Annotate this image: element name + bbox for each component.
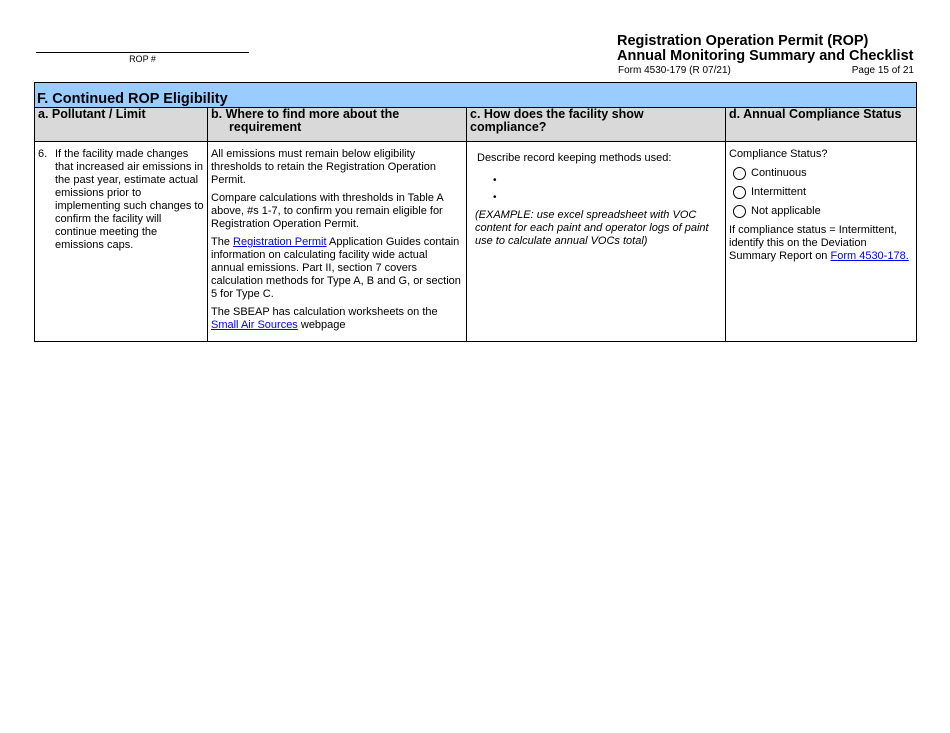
- radio-not-applicable-label: Not applicable: [751, 205, 821, 217]
- pollutant-text: If the facility made changes that increased air emissions in the past year, estimate actual emissions prior to implementing such changes to confirm the facility will continue meeting the emissions caps.: [55, 148, 204, 251]
- radio-circle-icon[interactable]: [733, 167, 746, 180]
- status-cell: [726, 142, 917, 342]
- section-title: F. Continued ROP Eligibility: [35, 83, 917, 108]
- record-keeping-prompt: Describe record keeping methods used:: [477, 152, 672, 164]
- rop-number-label: ROP #: [129, 54, 156, 64]
- eligibility-table: [34, 82, 917, 342]
- form-title-line2: Annual Monitoring Summary and Checklist: [617, 48, 914, 64]
- radio-circle-icon[interactable]: [733, 186, 746, 199]
- radio-not-applicable[interactable]: [733, 204, 913, 219]
- where-cell: [208, 142, 467, 342]
- registration-permit-link[interactable]: Registration Permit: [233, 236, 327, 248]
- radio-continuous-label: Continuous: [751, 167, 807, 179]
- radio-continuous[interactable]: [733, 166, 913, 181]
- where-paragraph-3: The Registration Permit Application Guides contain information on calculating facility wide actual annual emissions. Part II, section 7 covers calculation methods for Type A, B and G, or section 5 for Type C.: [211, 236, 461, 300]
- form-4530-178-link[interactable]: Form 4530-178.: [830, 250, 909, 262]
- column-header-where-line2: requirement: [229, 120, 302, 134]
- where-paragraph-2: Compare calculations with thresholds in Table A above, #s 1-7, to confirm you remain eligible for Registration Operation Permit.: [211, 192, 444, 230]
- radio-intermittent[interactable]: [733, 185, 913, 200]
- example-text: (EXAMPLE: use excel spreadsheet with VOC content for each paint and operator logs of paint use to calculate annual VOCs total): [475, 209, 709, 247]
- compliance-status-question: Compliance Status?: [729, 148, 828, 160]
- compliance-cell: [467, 142, 726, 342]
- deviation-note: If compliance status = Intermittent, identify this on the Deviation Summary Report on Form 4530-178.: [729, 224, 909, 262]
- radio-intermittent-label: Intermittent: [751, 186, 807, 198]
- column-header-status: d. Annual Compliance Status: [726, 108, 917, 142]
- column-header-compliance: c. How does the facility show compliance?: [467, 108, 726, 142]
- rop-number-line: [36, 52, 249, 53]
- bullet-item-2[interactable]: •: [493, 192, 497, 203]
- column-header-pollutant: a. Pollutant / Limit: [35, 108, 208, 142]
- where-paragraph-1: All emissions must remain below eligibility thresholds to retain the Registration Operation Permit.: [211, 148, 437, 186]
- table-row: [35, 142, 917, 342]
- pollutant-cell: [35, 142, 208, 342]
- row-number: 6.: [38, 148, 48, 160]
- page-number: Page 15 of 21: [851, 65, 914, 76]
- where-paragraph-4: The SBEAP has calculation worksheets on the Small Air Sources webpage: [211, 306, 438, 331]
- form-number: Form 4530-179 (R 07/21): [618, 65, 731, 76]
- column-header-where: [208, 108, 467, 142]
- bullet-item-1[interactable]: •: [493, 175, 497, 186]
- form-title-line1: Registration Operation Permit (ROP): [617, 33, 869, 49]
- small-air-sources-link[interactable]: Small Air Sources: [211, 319, 298, 331]
- radio-circle-icon[interactable]: [733, 205, 746, 218]
- column-header-where-line1: b. Where to find more about the: [211, 107, 400, 121]
